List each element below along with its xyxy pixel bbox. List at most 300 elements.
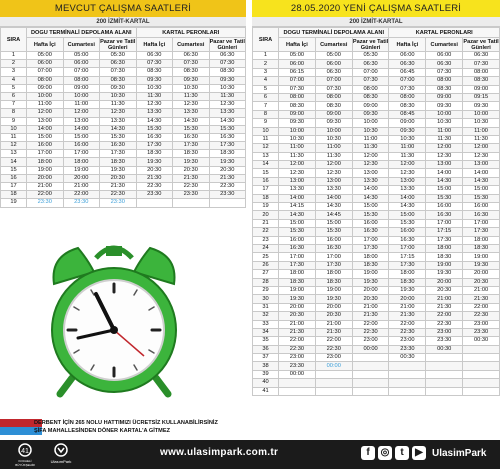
- departure-time: [352, 362, 389, 370]
- departure-time: 16:30: [426, 211, 463, 219]
- row-number: 23: [253, 236, 279, 244]
- departure-time: 22:00: [27, 191, 64, 199]
- departure-time: 11:30: [136, 92, 173, 100]
- row-number: 2: [253, 60, 279, 68]
- departure-time: 15:30: [315, 228, 352, 236]
- departure-time: 06:30: [463, 52, 500, 60]
- departure-time: 05:30: [352, 52, 389, 60]
- departure-time: 08:30: [426, 85, 463, 93]
- departure-time: 19:00: [463, 253, 500, 261]
- website-link[interactable]: www.ulasimpark.com.tr: [160, 447, 279, 458]
- departure-time: 18:30: [279, 278, 316, 286]
- departure-time: 17:00: [27, 150, 64, 158]
- departure-time: 18:00: [27, 158, 64, 166]
- row-number: 25: [253, 253, 279, 261]
- row-number: 4: [1, 76, 27, 84]
- departure-time: 20:30: [136, 166, 173, 174]
- departure-time: 17:30: [136, 142, 173, 150]
- col-sunday: Pazar ve Tatil Günleri: [463, 38, 499, 51]
- departure-time: 06:00: [315, 60, 352, 68]
- departure-time: 06:30: [136, 52, 173, 60]
- schedule-row: [253, 286, 500, 294]
- departure-time: 15:30: [209, 125, 246, 133]
- departure-time: 20:30: [426, 286, 463, 294]
- row-number: 24: [253, 244, 279, 252]
- departure-time: 13:00: [315, 177, 352, 185]
- new-schedule-rows: [253, 52, 500, 396]
- departure-time: 23:30: [136, 191, 173, 199]
- departure-time: 14:00: [63, 125, 100, 133]
- departure-time: 16:00: [463, 203, 500, 211]
- departure-time: 15:30: [279, 228, 316, 236]
- departure-time: 06:00: [27, 60, 64, 68]
- schedule-row: [253, 261, 500, 269]
- departure-time: 21:30: [315, 328, 352, 336]
- departure-time: 07:30: [173, 60, 210, 68]
- departure-time: 10:00: [63, 92, 100, 100]
- row-number: 16: [1, 174, 27, 182]
- departure-time: 19:00: [27, 166, 64, 174]
- departure-time: 17:15: [426, 228, 463, 236]
- departure-time: 11:30: [352, 144, 389, 152]
- departure-time: 12:30: [426, 152, 463, 160]
- departure-time: 22:30: [100, 191, 137, 199]
- schedule-row: [1, 142, 246, 150]
- departure-time: 13:00: [463, 161, 500, 169]
- departure-time: 13:30: [136, 109, 173, 117]
- schedule-row: [253, 337, 500, 345]
- departure-time: 10:00: [279, 127, 316, 135]
- departure-time: 23:30: [100, 199, 137, 207]
- departure-time: 07:30: [352, 77, 389, 85]
- departure-time: 23:30: [279, 362, 316, 370]
- departure-time: 18:30: [463, 244, 500, 252]
- departure-time: 17:00: [352, 236, 389, 244]
- departure-time: 14:30: [100, 125, 137, 133]
- departure-time: [279, 387, 316, 395]
- departure-time: 06:30: [389, 60, 426, 68]
- departure-time: [389, 370, 426, 378]
- row-number: 5: [1, 84, 27, 92]
- departure-time: 15:00: [279, 219, 316, 227]
- departure-time: 11:00: [279, 144, 316, 152]
- departure-time: 20:00: [426, 278, 463, 286]
- schedule-row: [1, 166, 246, 174]
- svg-text:41: 41: [21, 448, 29, 455]
- instagram-icon[interactable]: ◎: [378, 446, 392, 460]
- departure-time: 12:30: [463, 152, 500, 160]
- departure-time: 14:00: [389, 194, 426, 202]
- col-sunday: Pazar ve Tatil Günleri: [100, 38, 136, 51]
- row-number: 20: [253, 211, 279, 219]
- departure-time: 20:30: [463, 278, 500, 286]
- departure-time: 17:00: [315, 253, 352, 261]
- departure-time: [352, 354, 389, 362]
- departure-time: 08:30: [173, 68, 210, 76]
- departure-time: 19:30: [426, 270, 463, 278]
- departure-time: 15:30: [100, 133, 137, 141]
- row-number: 28: [253, 278, 279, 286]
- departure-time: 23:00: [352, 337, 389, 345]
- departure-time: 17:30: [279, 261, 316, 269]
- departure-time: 08:30: [352, 93, 389, 101]
- schedule-row: [253, 203, 500, 211]
- row-number: 8: [253, 110, 279, 118]
- departure-time: 10:30: [352, 127, 389, 135]
- row-number: 30: [253, 295, 279, 303]
- departure-time: 15:30: [136, 125, 173, 133]
- departure-time: 13:30: [209, 109, 246, 117]
- departure-time: 06:00: [63, 60, 100, 68]
- row-number: 41: [253, 387, 279, 395]
- brand-name: UlasimPark: [432, 448, 487, 459]
- departure-time: 11:30: [279, 152, 316, 160]
- departure-time: 10:30: [389, 135, 426, 143]
- departure-time: 13:30: [315, 186, 352, 194]
- departure-time: 15:00: [27, 133, 64, 141]
- departure-time: 21:00: [426, 295, 463, 303]
- departure-time: 09:00: [279, 110, 316, 118]
- departure-time: 11:30: [100, 101, 137, 109]
- departure-time: 11:30: [209, 92, 246, 100]
- schedule-row: [253, 152, 500, 160]
- group-kartal: KARTAL PERONLARI: [136, 28, 246, 38]
- departure-time: 16:30: [100, 142, 137, 150]
- departure-time: 08:30: [136, 68, 173, 76]
- group-depot: DOGU TERMİNALİ DEPOLAMA ALANI: [27, 28, 137, 38]
- departure-time: 12:00: [315, 161, 352, 169]
- schedule-row: [253, 93, 500, 101]
- departure-time: 23:00: [463, 320, 500, 328]
- schedule-row: [253, 52, 500, 60]
- departure-time: 09:30: [173, 76, 210, 84]
- departure-time: 14:00: [463, 169, 500, 177]
- departure-time: 23:00: [279, 354, 316, 362]
- departure-time: 21:30: [426, 303, 463, 311]
- departure-time: 13:00: [279, 177, 316, 185]
- departure-time: 18:00: [389, 270, 426, 278]
- ulasimpark-emblem-icon: [54, 443, 68, 457]
- youtube-icon[interactable]: ▶: [412, 446, 426, 460]
- row-number: 12: [253, 144, 279, 152]
- schedule-row: [253, 60, 500, 68]
- logo2-text: UlasımPark: [50, 459, 72, 464]
- departure-time: [389, 379, 426, 387]
- departure-time: 12:30: [136, 101, 173, 109]
- departure-time: 14:30: [352, 194, 389, 202]
- departure-time: 17:00: [63, 150, 100, 158]
- departure-time: 08:00: [463, 68, 500, 76]
- row-number: 35: [253, 337, 279, 345]
- departure-time: [426, 379, 463, 387]
- departure-time: 07:00: [27, 68, 64, 76]
- row-number: 34: [253, 328, 279, 336]
- departure-time: 19:30: [279, 295, 316, 303]
- departure-time: 21:30: [136, 174, 173, 182]
- departure-time: 22:00: [463, 303, 500, 311]
- departure-time: 11:00: [352, 135, 389, 143]
- departure-time: 16:00: [63, 142, 100, 150]
- departure-time: [209, 199, 246, 207]
- departure-time: 09:00: [389, 119, 426, 127]
- departure-time: 18:30: [173, 150, 210, 158]
- departure-time: 18:30: [209, 150, 246, 158]
- departure-time: [426, 362, 463, 370]
- schedule-row: [253, 177, 500, 185]
- departure-time: 23:30: [463, 328, 500, 336]
- departure-time: 22:30: [173, 183, 210, 191]
- departure-time: 19:00: [315, 286, 352, 294]
- schedule-row: [253, 219, 500, 227]
- col-saturday: Cumartesi: [63, 38, 100, 52]
- schedule-row: [253, 253, 500, 261]
- departure-time: 06:30: [173, 52, 210, 60]
- row-number: 2: [1, 60, 27, 68]
- schedule-row: [1, 150, 246, 158]
- schedule-row: [253, 211, 500, 219]
- departure-time: 14:30: [209, 117, 246, 125]
- departure-time: 16:30: [136, 133, 173, 141]
- row-number: 38: [253, 362, 279, 370]
- route-label: 200 İZMİT-KARTAL: [252, 17, 500, 27]
- departure-time: 14:45: [315, 211, 352, 219]
- departure-time: 08:45: [389, 110, 426, 118]
- schedule-row: [1, 117, 246, 125]
- departure-time: 20:30: [173, 166, 210, 174]
- departure-time: 18:30: [136, 150, 173, 158]
- schedule-row: [253, 119, 500, 127]
- departure-time: 22:30: [426, 320, 463, 328]
- departure-time: 13:30: [173, 109, 210, 117]
- departure-time: 19:00: [63, 166, 100, 174]
- departure-time: 19:00: [352, 270, 389, 278]
- departure-time: 10:00: [352, 119, 389, 127]
- schedule-row: [1, 199, 246, 207]
- municipality-emblem-icon: [16, 443, 34, 457]
- current-schedule-rows: [1, 52, 246, 208]
- schedule-row: [253, 194, 500, 202]
- departure-time: 11:30: [315, 152, 352, 160]
- schedule-row: [253, 379, 500, 387]
- departure-time: 11:00: [389, 144, 426, 152]
- departure-time: 19:00: [426, 261, 463, 269]
- departure-time: 13:00: [63, 117, 100, 125]
- col-sira: SIRA: [1, 28, 27, 52]
- row-number: 9: [1, 117, 27, 125]
- schedule-row: [253, 303, 500, 311]
- departure-time: 18:00: [315, 270, 352, 278]
- row-number: 33: [253, 320, 279, 328]
- departure-time: 22:30: [315, 345, 352, 353]
- col-saturday: Cumartesi: [173, 38, 210, 52]
- departure-time: 22:00: [315, 337, 352, 345]
- schedule-row: [253, 77, 500, 85]
- departure-time: 08:30: [463, 77, 500, 85]
- departure-time: 23:30: [173, 191, 210, 199]
- departure-time: 22:00: [426, 312, 463, 320]
- row-number: 7: [253, 102, 279, 110]
- departure-time: [463, 379, 500, 387]
- departure-time: 16:30: [279, 244, 316, 252]
- row-number: 6: [253, 93, 279, 101]
- departure-time: [389, 387, 426, 395]
- schedule-row: [253, 312, 500, 320]
- row-number: 27: [253, 270, 279, 278]
- departure-time: 08:30: [279, 102, 316, 110]
- departure-time: [352, 370, 389, 378]
- departure-time: 14:30: [463, 177, 500, 185]
- departure-time: [315, 387, 352, 395]
- departure-time: 22:00: [352, 320, 389, 328]
- departure-time: 13:30: [279, 186, 316, 194]
- departure-time: 23:30: [426, 337, 463, 345]
- departure-time: 18:00: [463, 236, 500, 244]
- departure-time: [463, 345, 500, 353]
- departure-time: [315, 370, 352, 378]
- row-number: 18: [1, 191, 27, 199]
- departure-time: 07:30: [426, 68, 463, 76]
- departure-time: 18:00: [279, 270, 316, 278]
- departure-time: 09:15: [463, 93, 500, 101]
- departure-time: 12:00: [463, 144, 500, 152]
- twitter-icon[interactable]: t: [395, 446, 409, 460]
- departure-time: [315, 379, 352, 387]
- departure-time: 16:00: [389, 228, 426, 236]
- row-number: 31: [253, 303, 279, 311]
- schedule-row: [1, 92, 246, 100]
- departure-time: 12:00: [279, 161, 316, 169]
- departure-time: 18:00: [63, 158, 100, 166]
- departure-time: 19:30: [136, 158, 173, 166]
- departure-time: 19:00: [279, 286, 316, 294]
- departure-time: 12:30: [315, 169, 352, 177]
- departure-time: 08:00: [389, 93, 426, 101]
- departure-time: 12:30: [352, 161, 389, 169]
- departure-time: 09:00: [27, 84, 64, 92]
- departure-time: 16:30: [352, 228, 389, 236]
- departure-time: 09:00: [352, 102, 389, 110]
- departure-time: [352, 379, 389, 387]
- col-sunday: Pazar ve Tatil Günleri: [352, 38, 389, 51]
- departure-time: 22:30: [352, 328, 389, 336]
- row-number: 11: [253, 135, 279, 143]
- departure-time: 16:30: [389, 236, 426, 244]
- row-number: 18: [253, 194, 279, 202]
- departure-time: [389, 362, 426, 370]
- departure-time: 16:00: [27, 142, 64, 150]
- departure-time: 22:00: [63, 191, 100, 199]
- schedule-row: [1, 174, 246, 182]
- row-number: 12: [1, 142, 27, 150]
- departure-time: 23:30: [389, 345, 426, 353]
- departure-time: 22:30: [136, 183, 173, 191]
- departure-time: 21:30: [173, 174, 210, 182]
- row-number: 5: [253, 85, 279, 93]
- departure-time: 13:30: [352, 177, 389, 185]
- departure-time: 11:30: [426, 135, 463, 143]
- schedule-row: [1, 158, 246, 166]
- col-weekday: Hafta İçi: [389, 38, 426, 52]
- row-number: 6: [1, 92, 27, 100]
- departure-time: 08:30: [209, 68, 246, 76]
- departure-time: 18:30: [389, 278, 426, 286]
- departure-time: 11:00: [27, 101, 64, 109]
- departure-time: [463, 362, 500, 370]
- row-number: 7: [1, 101, 27, 109]
- departure-time: 19:30: [315, 295, 352, 303]
- departure-time: 19:30: [209, 158, 246, 166]
- departure-time: 23:30: [209, 191, 246, 199]
- facebook-icon[interactable]: f: [361, 446, 375, 460]
- departure-time: 12:00: [426, 144, 463, 152]
- departure-time: 00:30: [389, 354, 426, 362]
- departure-time: 06:00: [389, 52, 426, 60]
- departure-time: 21:30: [279, 328, 316, 336]
- departure-time: 15:00: [315, 219, 352, 227]
- departure-time: 20:30: [209, 166, 246, 174]
- schedule-row: [253, 161, 500, 169]
- departure-time: [352, 387, 389, 395]
- row-number: 32: [253, 312, 279, 320]
- schedule-row: [253, 354, 500, 362]
- new-schedule-table: [252, 27, 500, 396]
- row-number: 22: [253, 228, 279, 236]
- departure-time: 14:30: [426, 177, 463, 185]
- schedule-row: [1, 133, 246, 141]
- schedule-row: [1, 68, 246, 76]
- row-number: 10: [253, 127, 279, 135]
- departure-time: 17:30: [352, 244, 389, 252]
- departure-time: 14:00: [352, 186, 389, 194]
- row-number: 15: [1, 166, 27, 174]
- departure-time: 17:30: [209, 142, 246, 150]
- departure-time: 08:30: [315, 102, 352, 110]
- departure-time: 15:30: [173, 125, 210, 133]
- row-number: 14: [253, 161, 279, 169]
- new-schedule-title: 28.05.2020 YENİ ÇALIŞMA SAATLERİ: [252, 0, 500, 17]
- departure-time: 00:30: [426, 345, 463, 353]
- ulasimpark-logo-small: [48, 443, 74, 464]
- row-number: 11: [1, 133, 27, 141]
- alarm-clock-illustration: [36, 238, 192, 398]
- schedule-row: [253, 85, 500, 93]
- departure-time: 21:00: [389, 303, 426, 311]
- departure-time: 20:00: [463, 270, 500, 278]
- row-number: 16: [253, 177, 279, 185]
- departure-time: [173, 199, 210, 207]
- departure-time: 20:00: [63, 174, 100, 182]
- departure-time: 11:00: [426, 127, 463, 135]
- schedule-row: [1, 60, 246, 68]
- departure-time: 07:30: [136, 60, 173, 68]
- departure-time: 00:00: [315, 362, 352, 370]
- departure-time: 14:00: [426, 169, 463, 177]
- notes: [0, 419, 246, 435]
- departure-time: 12:30: [389, 169, 426, 177]
- departure-time: 18:00: [426, 244, 463, 252]
- row-number: 37: [253, 354, 279, 362]
- departure-time: 12:30: [100, 109, 137, 117]
- departure-time: 11:30: [389, 152, 426, 160]
- row-number: 19: [1, 199, 27, 207]
- departure-time: 19:30: [100, 166, 137, 174]
- departure-time: 16:00: [426, 203, 463, 211]
- schedule-row: [253, 236, 500, 244]
- departure-time: 14:30: [136, 117, 173, 125]
- current-schedule-panel: [0, 0, 246, 208]
- schedule-row: [253, 127, 500, 135]
- departure-time: 14:30: [173, 117, 210, 125]
